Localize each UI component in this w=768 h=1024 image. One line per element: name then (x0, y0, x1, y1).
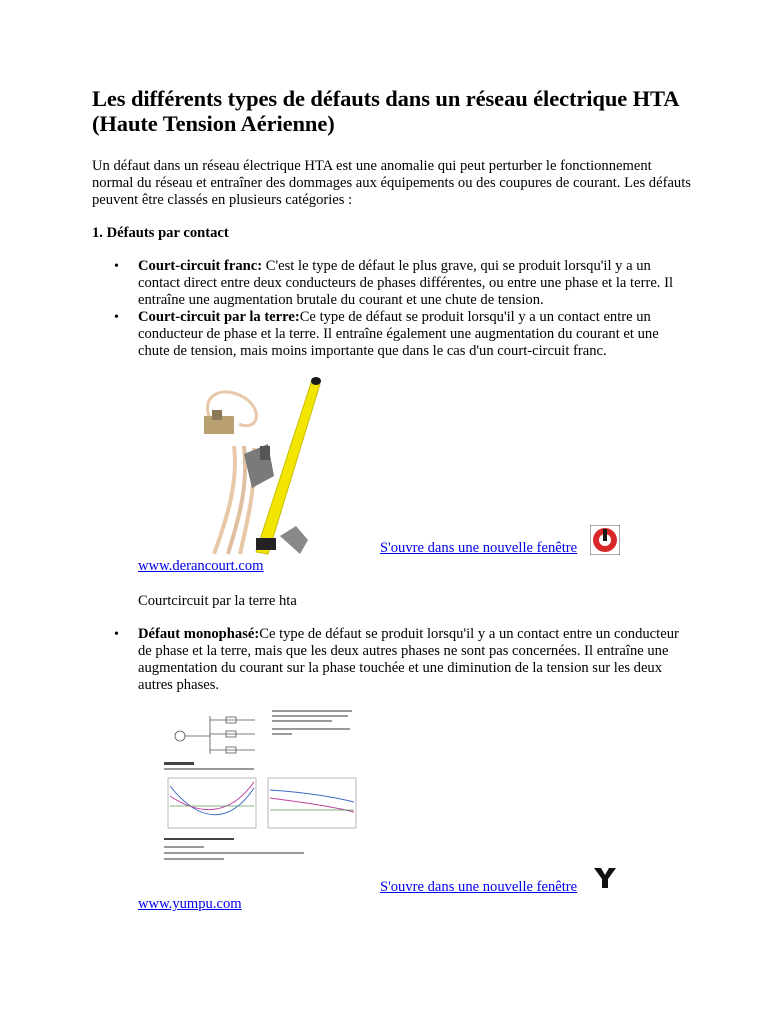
list-item-text: Ce type de défaut se produit lorsqu'il y a un contact entre un conducteur de phase et la terre. Il entraîne également une augmentation du courant et une chute de tension, mais moins importante que dans le cas d'un court-circuit franc. (138, 309, 659, 359)
list-item (92, 309, 692, 360)
figure1-link-line (380, 540, 577, 557)
technical-document-image[interactable] (160, 706, 366, 872)
yumpu-logo-icon[interactable] (592, 866, 618, 890)
new-window-link[interactable]: S'ouvre dans une nouvelle fenêtre (380, 879, 578, 895)
list-item-term: Défaut monophasé: (138, 626, 260, 642)
list-item-text: Ce type de défaut se produit lorsqu'il y a un contact entre un conducteur de phase et la terre, mais que les deux autres phases ne sont pas concernées. Il entraîne une augmentation du courant sur la phase touchée et une diminution de la tension sur les deux autres phases. (138, 626, 679, 693)
figure1-caption: Courtcircuit par la terre hta (138, 593, 297, 609)
intro-paragraph: Un défaut dans un réseau électrique HTA est une anomalie qui peut perturber le fonctionnement normal du réseau et entraîner des dommages aux équipements ou des coupures de courant. Les défauts peuvent être classés en plusieurs catégories : (92, 158, 691, 208)
derancourt-logo-icon[interactable] (590, 525, 620, 555)
list-item-term: Court-circuit par la terre: (138, 309, 300, 325)
earthing-pole-image[interactable] (194, 376, 334, 556)
new-window-link[interactable]: S'ouvre dans une nouvelle fenêtre (380, 540, 578, 556)
list-item (92, 258, 692, 309)
page-title: Les différents types de défauts dans un réseau électrique HTA (Haute Tension Aérienne) (92, 86, 679, 136)
document-page (92, 86, 692, 360)
figure2-source-line (138, 896, 242, 913)
list-item-term: Court-circuit franc: (138, 258, 263, 274)
source-link[interactable]: www.yumpu.com (138, 896, 242, 912)
list-item-text: C'est le type de défaut le plus grave, qui se produit lorsqu'il y a un contact direct entre deux conducteurs de phases différentes, ou entre une phase et la terre. Il entraîne une augmentation brutale du courant et une chute de tension. (138, 258, 674, 308)
defect-list-continued (92, 626, 692, 694)
figure1-source-line (138, 558, 264, 575)
source-link[interactable]: www.derancourt.com (138, 558, 264, 574)
list-item (92, 626, 692, 694)
figure2-link-line (380, 879, 577, 896)
defect-list (92, 258, 692, 360)
section-heading: 1. Défauts par contact (92, 225, 229, 241)
